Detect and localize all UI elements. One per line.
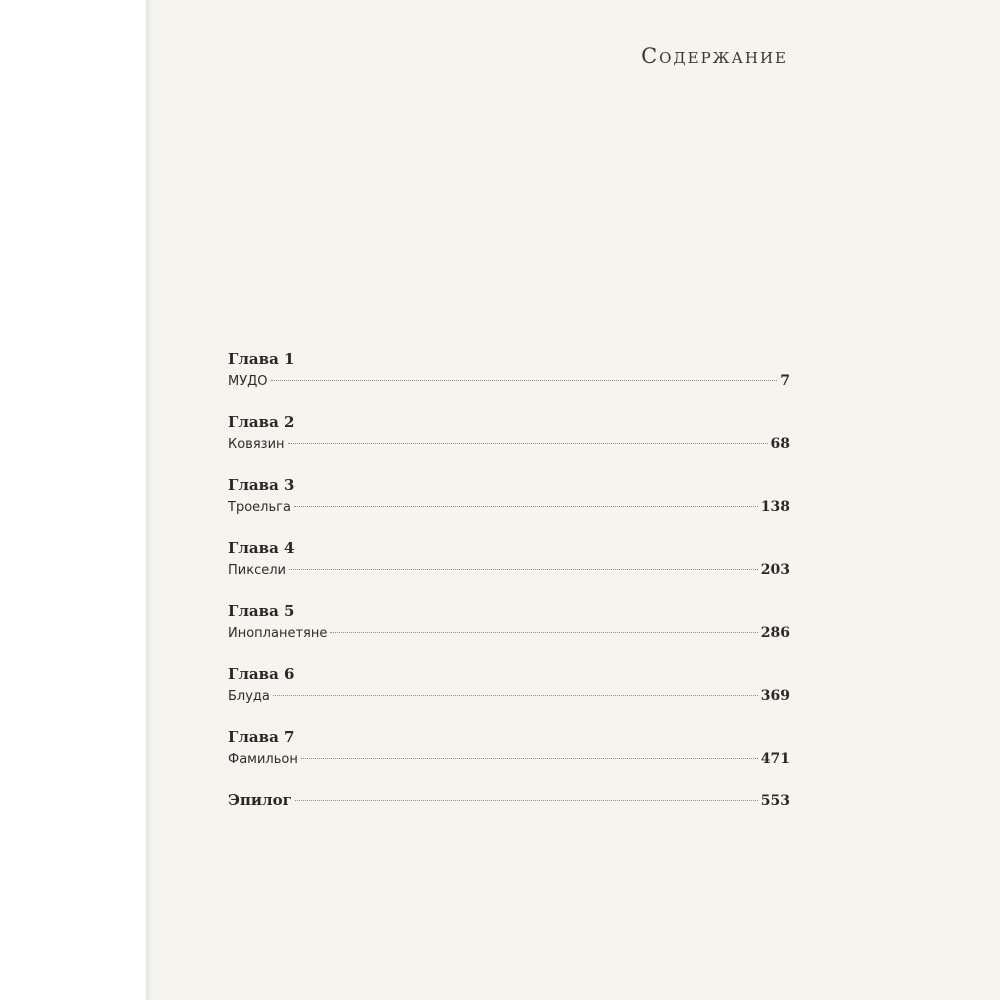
toc-entry[interactable] — [228, 370, 790, 393]
toc-chapter — [228, 600, 790, 645]
toc-chapter — [228, 411, 790, 456]
toc-chapter — [228, 663, 790, 708]
toc-entry[interactable] — [228, 496, 790, 519]
page-number: 369 — [760, 688, 790, 704]
chapter-title: Блуда — [228, 689, 270, 704]
toc-entry[interactable] — [228, 748, 790, 771]
chapter-heading: Глава 7 — [228, 728, 295, 746]
toc-entry[interactable] — [228, 789, 790, 812]
toc-chapter — [228, 348, 790, 393]
toc-chapter — [228, 726, 790, 771]
toc-chapter — [228, 474, 790, 519]
page-number: 7 — [780, 373, 790, 389]
chapter-title: Фамильон — [228, 752, 298, 767]
chapter-heading: Глава 4 — [228, 539, 295, 557]
book-page — [146, 0, 1000, 1000]
chapter-title: МУДО — [228, 374, 268, 389]
chapter-title: Инопланетяне — [228, 626, 328, 641]
dot-leader — [288, 443, 768, 444]
page-number: 68 — [770, 436, 790, 452]
dot-leader — [330, 632, 757, 633]
toc-epilogue — [228, 789, 790, 812]
epilogue-title: Эпилог — [228, 791, 292, 809]
page-number: 553 — [760, 793, 790, 809]
toc-entry[interactable] — [228, 685, 790, 708]
chapter-heading: Глава 5 — [228, 602, 295, 620]
toc-chapter — [228, 537, 790, 582]
dot-leader — [273, 695, 758, 696]
chapter-heading: Глава 1 — [228, 350, 295, 368]
toc-entry[interactable] — [228, 559, 790, 582]
page-title: Содержание — [641, 44, 788, 68]
chapter-title: Пиксели — [228, 563, 286, 578]
page-number: 471 — [760, 751, 790, 767]
chapter-heading: Глава 2 — [228, 413, 295, 431]
dot-leader — [271, 380, 778, 381]
toc-entry[interactable] — [228, 433, 790, 456]
chapter-title: Троельга — [228, 500, 291, 515]
table-of-contents — [228, 348, 790, 830]
chapter-heading: Глава 3 — [228, 476, 295, 494]
dot-leader — [301, 758, 758, 759]
dot-leader — [294, 506, 758, 507]
chapter-heading: Глава 6 — [228, 665, 295, 683]
page-number: 138 — [760, 499, 790, 515]
chapter-title: Ковязин — [228, 437, 285, 452]
dot-leader — [295, 800, 758, 801]
page-number: 203 — [760, 562, 790, 578]
dot-leader — [289, 569, 758, 570]
page-number: 286 — [760, 625, 790, 641]
toc-entry[interactable] — [228, 622, 790, 645]
